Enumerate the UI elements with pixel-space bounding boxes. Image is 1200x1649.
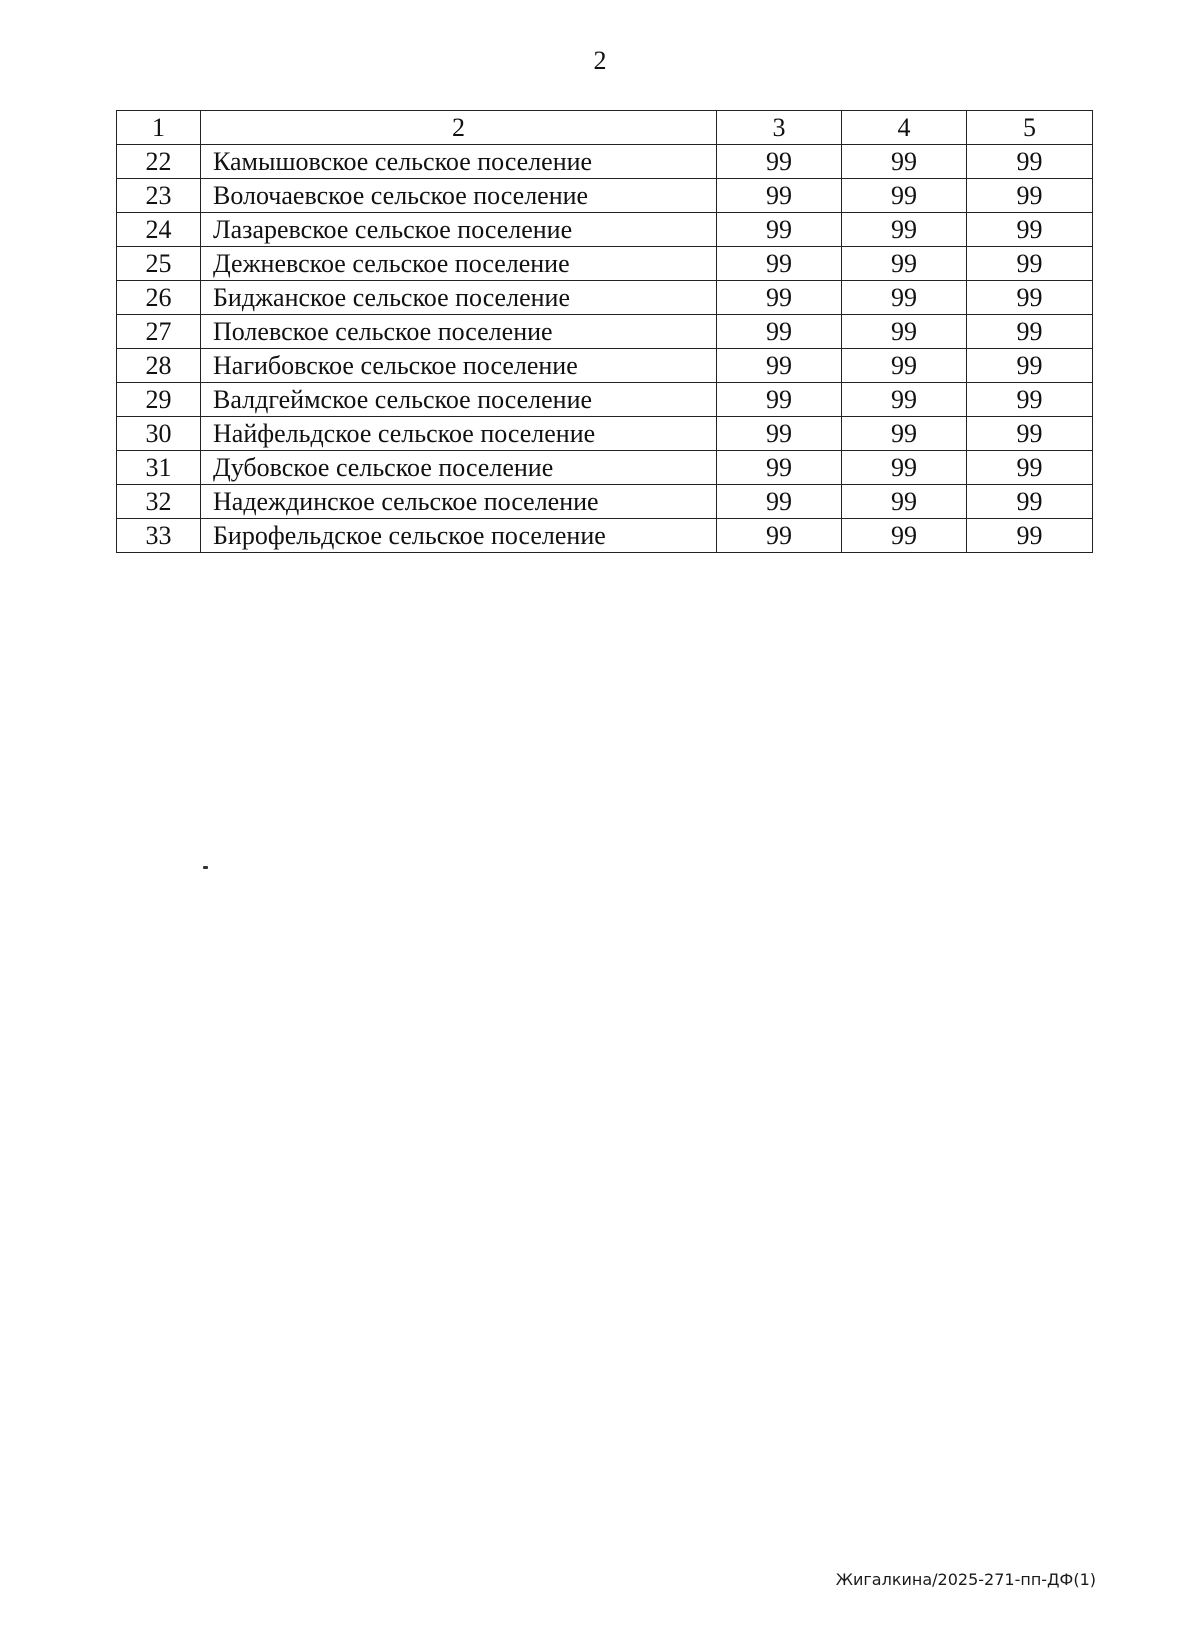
row-number-cell: 23 bbox=[117, 179, 201, 213]
value-cell-3: 99 bbox=[717, 145, 842, 179]
value-cell-3: 99 bbox=[717, 519, 842, 553]
value-cell-5: 99 bbox=[967, 451, 1093, 485]
value-cell-5: 99 bbox=[967, 315, 1093, 349]
value-cell-3: 99 bbox=[717, 383, 842, 417]
value-cell-3: 99 bbox=[717, 179, 842, 213]
table-row bbox=[117, 213, 1093, 247]
settlement-name-cell: Надеждинское сельское поселение bbox=[201, 485, 717, 519]
settlement-name-cell: Дубовское сельское поселение bbox=[201, 451, 717, 485]
scan-speck bbox=[203, 866, 208, 869]
value-cell-5: 99 bbox=[967, 519, 1093, 553]
page-number: 2 bbox=[593, 46, 607, 75]
row-number-cell: 22 bbox=[117, 145, 201, 179]
header-cell-5: 5 bbox=[967, 111, 1093, 145]
value-cell-5: 99 bbox=[967, 281, 1093, 315]
table-header-row bbox=[117, 111, 1093, 145]
settlement-name-cell: Биджанское сельское поселение bbox=[201, 281, 717, 315]
value-cell-3: 99 bbox=[717, 315, 842, 349]
row-number-cell: 28 bbox=[117, 349, 201, 383]
row-number-cell: 32 bbox=[117, 485, 201, 519]
value-cell-4: 99 bbox=[842, 179, 967, 213]
value-cell-4: 99 bbox=[842, 485, 967, 519]
value-cell-4: 99 bbox=[842, 315, 967, 349]
header-cell-1: 1 bbox=[117, 111, 201, 145]
value-cell-4: 99 bbox=[842, 247, 967, 281]
value-cell-5: 99 bbox=[967, 247, 1093, 281]
settlement-name-cell: Полевское сельское поселение bbox=[201, 315, 717, 349]
table-row bbox=[117, 519, 1093, 553]
value-cell-4: 99 bbox=[842, 451, 967, 485]
row-number-cell: 33 bbox=[117, 519, 201, 553]
value-cell-3: 99 bbox=[717, 349, 842, 383]
value-cell-5: 99 bbox=[967, 179, 1093, 213]
row-number-cell: 24 bbox=[117, 213, 201, 247]
table-row bbox=[117, 315, 1093, 349]
value-cell-5: 99 bbox=[967, 145, 1093, 179]
row-number-cell: 26 bbox=[117, 281, 201, 315]
settlement-name-cell: Волочаевское сельское поселение bbox=[201, 179, 717, 213]
table-row bbox=[117, 383, 1093, 417]
value-cell-3: 99 bbox=[717, 417, 842, 451]
value-cell-3: 99 bbox=[717, 213, 842, 247]
settlement-name-cell: Дежневское сельское поселение bbox=[201, 247, 717, 281]
value-cell-3: 99 bbox=[717, 281, 842, 315]
table-row bbox=[117, 451, 1093, 485]
table-row bbox=[117, 281, 1093, 315]
value-cell-4: 99 bbox=[842, 145, 967, 179]
header-cell-3: 3 bbox=[717, 111, 842, 145]
value-cell-5: 99 bbox=[967, 417, 1093, 451]
value-cell-3: 99 bbox=[717, 485, 842, 519]
value-cell-5: 99 bbox=[967, 485, 1093, 519]
table-row bbox=[117, 417, 1093, 451]
table-row bbox=[117, 145, 1093, 179]
settlement-name-cell: Валдгеймское сельское поселение bbox=[201, 383, 717, 417]
table-row bbox=[117, 247, 1093, 281]
value-cell-3: 99 bbox=[717, 451, 842, 485]
row-number-cell: 29 bbox=[117, 383, 201, 417]
settlement-name-cell: Нагибовское сельское поселение bbox=[201, 349, 717, 383]
value-cell-4: 99 bbox=[842, 281, 967, 315]
value-cell-5: 99 bbox=[967, 213, 1093, 247]
settlement-name-cell: Бирофельдское сельское поселение bbox=[201, 519, 717, 553]
value-cell-5: 99 bbox=[967, 383, 1093, 417]
row-number-cell: 27 bbox=[117, 315, 201, 349]
settlement-name-cell: Камышовское сельское поселение bbox=[201, 145, 717, 179]
row-number-cell: 31 bbox=[117, 451, 201, 485]
table-row bbox=[117, 349, 1093, 383]
value-cell-4: 99 bbox=[842, 383, 967, 417]
settlement-name-cell: Найфельдское сельское поселение bbox=[201, 417, 717, 451]
header-cell-2: 2 bbox=[201, 111, 717, 145]
row-number-cell: 30 bbox=[117, 417, 201, 451]
row-number-cell: 25 bbox=[117, 247, 201, 281]
table-row bbox=[117, 179, 1093, 213]
value-cell-4: 99 bbox=[842, 349, 967, 383]
value-cell-3: 99 bbox=[717, 247, 842, 281]
document-reference: Жигалкина/2025-271-пп-ДФ(1) bbox=[835, 1570, 1096, 1589]
table-row bbox=[117, 485, 1093, 519]
settlements-table bbox=[116, 110, 1093, 553]
value-cell-5: 99 bbox=[967, 349, 1093, 383]
settlement-name-cell: Лазаревское сельское поселение bbox=[201, 213, 717, 247]
value-cell-4: 99 bbox=[842, 417, 967, 451]
header-cell-4: 4 bbox=[842, 111, 967, 145]
value-cell-4: 99 bbox=[842, 213, 967, 247]
value-cell-4: 99 bbox=[842, 519, 967, 553]
